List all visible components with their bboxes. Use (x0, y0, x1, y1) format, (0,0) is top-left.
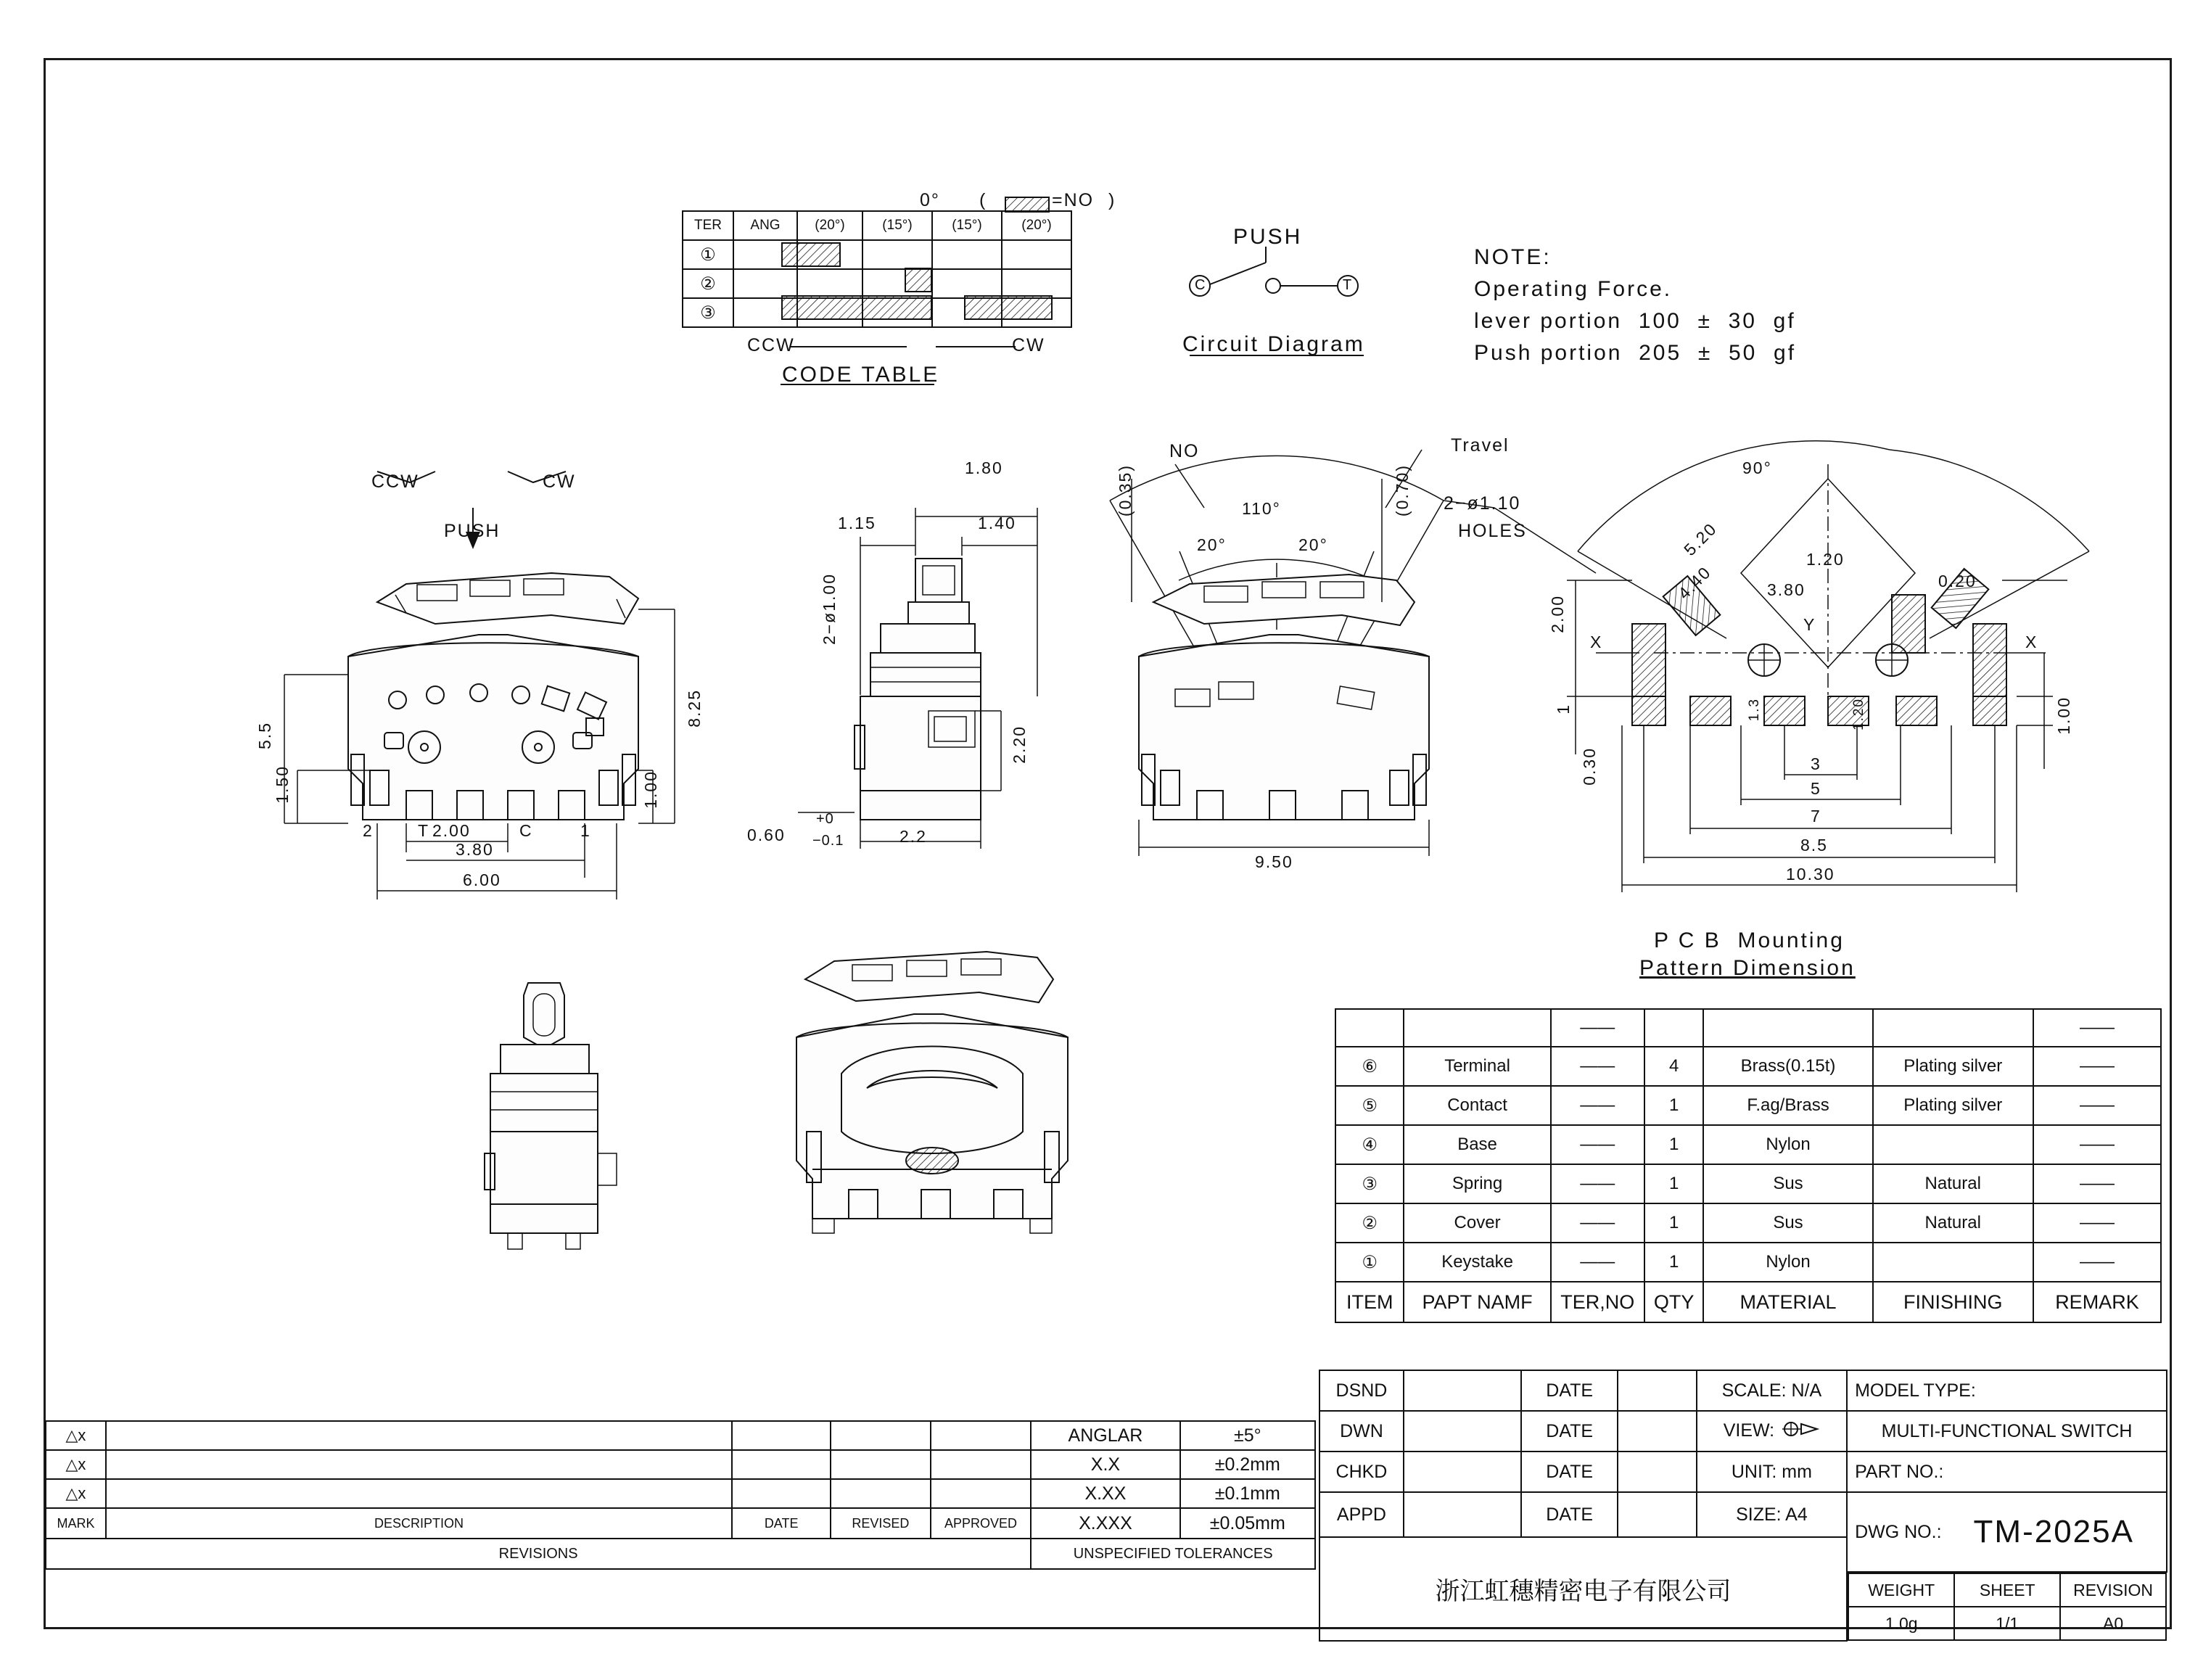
code-table-row-2-c0 (733, 269, 797, 298)
signoff-date-dwn: DATE (1521, 1411, 1618, 1452)
angle-view-dim-0-35: (0.35) (1116, 464, 1135, 517)
title-block-row-dsnd (1319, 1370, 2167, 1411)
signoff-sign-dsnd (1404, 1370, 1521, 1411)
bom-row-4-qty: 1 (1644, 1125, 1704, 1164)
signoff-datevalue-dwn (1618, 1411, 1696, 1452)
pcb-dim-1-00: 1.00 (2054, 696, 2073, 735)
bom-row-1-remark: —— (2033, 1243, 2161, 1282)
revision-approved-2 (931, 1450, 1032, 1479)
bom-header-remark: REMARK (2033, 1282, 2161, 1322)
revision-value: A0 (2060, 1607, 2166, 1640)
tolerance-label-xxxx: X.XXX (1031, 1508, 1179, 1539)
pcb-dim-2-00: 2.00 (1548, 595, 1567, 633)
bom-row-3-finishing: Natural (1873, 1164, 2033, 1203)
pcb-holes-label-2: HOLES (1458, 521, 1527, 541)
code-table-row-1-c1 (797, 240, 862, 269)
bom-blank-finishing (1873, 1009, 2033, 1047)
revision-row (46, 1450, 1315, 1479)
note-heading: NOTE: (1474, 245, 1552, 269)
revision-header: REVISION (2060, 1573, 2166, 1607)
bom-row-6-name: Terminal (1404, 1047, 1550, 1086)
bom-row-5-finishing: Plating silver (1873, 1086, 2033, 1125)
bom-row-6-qty: 4 (1644, 1047, 1704, 1086)
side-view-dim-1-15: 1.15 (838, 514, 876, 532)
signoff-sign-chkd (1404, 1452, 1521, 1492)
code-table-title: CODE TABLE (782, 363, 940, 387)
bom-row (1335, 1125, 2161, 1164)
tolerance-value-xxx: ±0.1mm (1180, 1479, 1315, 1508)
revision-col-date: DATE (732, 1508, 831, 1539)
bom-row-1-item: ① (1335, 1243, 1404, 1282)
bom-row-5-ter: —— (1551, 1086, 1644, 1125)
bom-row-1-finishing (1873, 1243, 2033, 1282)
sheet-header: SHEET (1954, 1573, 2060, 1607)
signoff-datevalue-appd (1618, 1492, 1696, 1537)
title-block-row-appd (1319, 1492, 2167, 1537)
front-view-terminal-c: C (519, 821, 533, 840)
bom-row-3-name: Spring (1404, 1164, 1550, 1203)
angle-view-dim-0-70: (0.70) (1393, 464, 1412, 517)
pcb-x-label-right: X (2025, 633, 2038, 651)
pcb-title-line-1: P C B Mounting (1654, 928, 1845, 952)
bom-row-3-qty: 1 (1644, 1164, 1704, 1203)
angle-view-angle-total: 110° (1242, 499, 1281, 518)
angle-view-angle-left: 20° (1197, 535, 1227, 554)
code-table-legend: =NO (1052, 190, 1095, 210)
signoff-sign-appd (1404, 1492, 1521, 1537)
code-table-row-1-c4 (1002, 240, 1071, 269)
pcb-dim-3: 3 (1811, 754, 1821, 773)
front-view-dim-8-25: 8.25 (685, 689, 704, 728)
code-table-ccw-label: CCW (747, 335, 795, 355)
revision-date-2 (732, 1450, 831, 1479)
bom-row-blank (1335, 1009, 2161, 1047)
view-label-text: VIEW: (1723, 1420, 1775, 1441)
front-view-dim-6-00: 6.00 (463, 870, 501, 889)
bom-row-6-material: Brass(0.15t) (1703, 1047, 1872, 1086)
bom-row-6-item: ⑥ (1335, 1047, 1404, 1086)
code-table-row-2-item: ② (683, 269, 733, 298)
code-table-angle-3: (20°) (1002, 211, 1071, 240)
angle-view-width: 9.50 (1255, 852, 1293, 871)
bom-blank-remark: —— (2033, 1009, 2161, 1047)
code-table-row-3-item: ③ (683, 298, 733, 327)
front-view-terminal-t: T (418, 821, 430, 840)
bom-row-3-remark: —— (2033, 1164, 2161, 1203)
tolerance-value-xxxx: ±0.05mm (1180, 1508, 1315, 1539)
note-line-2: lever portion 100 ± 30 gf (1474, 309, 1796, 333)
revision-col-approved: APPROVED (931, 1508, 1032, 1539)
bom-header-ter: TER,NO (1551, 1282, 1644, 1322)
pcb-dim-1-20: 1.20 (1806, 550, 1845, 569)
pcb-dim-4-40: 4.40 (1674, 562, 1715, 603)
pcb-y-label: Y (1803, 615, 1816, 634)
bom-row-4-material: Nylon (1703, 1125, 1872, 1164)
bom-blank-qty (1644, 1009, 1704, 1047)
bom-row (1335, 1203, 2161, 1243)
revision-row (46, 1421, 1315, 1450)
bom-row-4-ter: —— (1551, 1125, 1644, 1164)
side-view-dim-0-60: 0.60 (747, 825, 786, 844)
code-table-header-ang: ANG (733, 211, 797, 240)
bom-row-1-material: Nylon (1703, 1243, 1872, 1282)
tolerance-label-xxx: X.XX (1031, 1479, 1179, 1508)
signoff-role-dsnd: DSND (1319, 1370, 1404, 1411)
pcb-dim-1-20: 1.20 (1851, 698, 1866, 730)
revision-header-row (46, 1508, 1315, 1539)
revision-footer-row (46, 1539, 1315, 1569)
bom-row-2-remark: —— (2033, 1203, 2161, 1243)
side-view-dim-2x1-00: 2−ø1.00 (820, 573, 839, 646)
code-table-row-3-c4 (1002, 298, 1071, 327)
bom-row (1335, 1086, 2161, 1125)
bom-row-4-name: Base (1404, 1125, 1550, 1164)
bom-header-finishing: FINISHING (1873, 1282, 2033, 1322)
note-line-1: Operating Force. (1474, 277, 1673, 301)
front-view-terminal-2: 2 (363, 821, 374, 840)
pcb-angle-90: 90° (1742, 458, 1772, 477)
pcb-dim-3-80: 3.80 (1767, 580, 1806, 599)
tolerance-value-xx: ±0.2mm (1180, 1450, 1315, 1479)
bom-row-5-qty: 1 (1644, 1086, 1704, 1125)
pcb-dim-1-3: 1.3 (1747, 698, 1762, 722)
pcb-dim-0-30: 0.30 (1580, 747, 1599, 786)
bom-row-5-name: Contact (1404, 1086, 1550, 1125)
revision-col-description: DESCRIPTION (106, 1508, 732, 1539)
revision-desc-3 (106, 1479, 732, 1508)
revision-revised-3 (831, 1479, 931, 1508)
signoff-role-appd: APPD (1319, 1492, 1404, 1537)
code-table-cw-label: CW (1012, 335, 1045, 355)
revision-mark-2: △x (46, 1450, 106, 1479)
pcb-dim-8-5: 8.5 (1800, 836, 1828, 855)
bom-row-1-ter: —— (1551, 1243, 1644, 1282)
dwg-no-value: TM-2025A (1973, 1514, 2134, 1549)
signoff-role-chkd: CHKD (1319, 1452, 1404, 1492)
code-table-angle-0: (20°) (797, 211, 862, 240)
title-block (1319, 1370, 2167, 1642)
pcb-dim-7: 7 (1811, 807, 1821, 825)
revisions-footer-label: REVISIONS (46, 1539, 1031, 1569)
dwg-no-label: DWG NO.: (1855, 1521, 1942, 1542)
revision-date-3 (732, 1479, 831, 1508)
signoff-datevalue-chkd (1618, 1452, 1696, 1492)
revision-mark-3: △x (46, 1479, 106, 1508)
bom-row-6-ter: —— (1551, 1047, 1644, 1086)
code-table-row-3-c0 (733, 298, 797, 327)
code-table-row-3-c1 (797, 298, 862, 327)
bom-row-4-item: ④ (1335, 1125, 1404, 1164)
code-table-row-2-c3 (932, 269, 1002, 298)
bom-row-1-name: Keystake (1404, 1243, 1550, 1282)
revision-row (46, 1479, 1315, 1508)
side-view-dim-2-20: 2.20 (1010, 725, 1029, 764)
first-angle-projection-icon (1782, 1421, 1820, 1442)
view-label (1697, 1411, 1847, 1452)
code-table-row-3-c3 (932, 298, 1002, 327)
pcb-holes-label: 2−ø1.10 (1444, 493, 1521, 514)
front-view-dim-5-5: 5.5 (255, 722, 274, 749)
bom-blank-item (1335, 1009, 1404, 1047)
code-table-row-1-item: ① (683, 240, 733, 269)
bom-row-1-qty: 1 (1644, 1243, 1704, 1282)
model-type-label: MODEL TYPE: (1847, 1370, 2167, 1411)
tolerances-title: UNSPECIFIED TOLERANCES (1031, 1539, 1315, 1569)
code-table (682, 210, 1072, 328)
revision-mark-1: △x (46, 1421, 106, 1450)
bom-row (1335, 1047, 2161, 1086)
company-name: 浙江虹穗精密电子有限公司 (1319, 1537, 1847, 1641)
bom-header-item: ITEM (1335, 1282, 1404, 1322)
code-table-angle-1: (15°) (862, 211, 932, 240)
circuit-node-c-label: C (1195, 277, 1207, 293)
pcb-dim-0-20: 0.20 (1938, 572, 1977, 590)
bom-row-2-qty: 1 (1644, 1203, 1704, 1243)
side-view-tol-plus: +0 (816, 811, 834, 827)
pcb-title-line-2: Pattern Dimension (1639, 956, 1856, 980)
code-table-legend-paren-close: ) (1108, 190, 1116, 210)
bom-blank-material (1703, 1009, 1872, 1047)
front-view-cw-label: CW (543, 472, 576, 492)
dwg-no-cell (1847, 1492, 2167, 1572)
sheet-value: 1/1 (1954, 1607, 2060, 1640)
bom-blank-ter: —— (1551, 1009, 1644, 1047)
bom-row (1335, 1243, 2161, 1282)
signoff-date-appd: DATE (1521, 1492, 1618, 1537)
bom-row-2-item: ② (1335, 1203, 1404, 1243)
bom-blank-name (1404, 1009, 1550, 1047)
front-view-push-label: PUSH (444, 521, 501, 541)
bom-row-5-item: ⑤ (1335, 1086, 1404, 1125)
side-view-tol-minus: −0.1 (812, 833, 844, 849)
revision-date-1 (732, 1421, 831, 1450)
code-table-row-1-c0 (733, 240, 797, 269)
bom-row-5-material: F.ag/Brass (1703, 1086, 1872, 1125)
circuit-title: Circuit Diagram (1182, 332, 1365, 356)
weight-value: 1.0g (1848, 1607, 1954, 1640)
code-table-row-1-c2 (862, 240, 932, 269)
front-view-dim-3-80: 3.80 (456, 840, 494, 859)
tolerance-label-xx: X.X (1031, 1450, 1179, 1479)
code-table-row-2-c4 (1002, 269, 1071, 298)
pcb-dim-5-20: 5.20 (1680, 519, 1721, 559)
side-view-dim-2-2: 2.2 (899, 827, 927, 846)
angle-view-no-label: NO (1169, 441, 1200, 461)
pcb-dim-5: 5 (1811, 779, 1821, 798)
note-line-3: Push portion 205 ± 50 gf (1474, 341, 1797, 365)
side-view-dim-1-40: 1.40 (978, 514, 1016, 532)
bom-row-4-remark: —— (2033, 1125, 2161, 1164)
bom-row-3-item: ③ (1335, 1164, 1404, 1203)
bom-header-row (1335, 1282, 2161, 1322)
revision-revised-2 (831, 1450, 931, 1479)
tolerance-label-anglar: ANGLAR (1031, 1421, 1179, 1450)
bom-row-2-ter: —— (1551, 1203, 1644, 1243)
code-table-zero-label: 0° (920, 190, 940, 210)
weight-header-group (1847, 1572, 2167, 1641)
side-view-dim-1-80: 1.80 (965, 458, 1003, 477)
code-table-row-2-c1 (797, 269, 862, 298)
signoff-sign-dwn (1404, 1411, 1521, 1452)
title-block-row-dwn (1319, 1411, 2167, 1452)
revision-revised-1 (831, 1421, 931, 1450)
revision-col-revised: REVISED (831, 1508, 931, 1539)
model-type-value: MULTI-FUNCTIONAL SWITCH (1847, 1411, 2167, 1452)
signoff-date-chkd: DATE (1521, 1452, 1618, 1492)
bom-table (1335, 1008, 2162, 1323)
bom-row-4-finishing (1873, 1125, 2033, 1164)
bom-header-qty: QTY (1644, 1282, 1704, 1322)
front-view-dim-2-00: 2.00 (432, 821, 471, 840)
bom-row-2-material: Sus (1703, 1203, 1872, 1243)
bom-row-2-finishing: Natural (1873, 1203, 2033, 1243)
bom-row-3-material: Sus (1703, 1164, 1872, 1203)
revision-approved-1 (931, 1421, 1032, 1450)
code-table-header-ter: TER (683, 211, 733, 240)
code-table-angle-2: (15°) (932, 211, 1002, 240)
weight-header: WEIGHT (1848, 1573, 1954, 1607)
angle-view-angle-right: 20° (1298, 535, 1328, 554)
bom-header-name: PAPT NAMF (1404, 1282, 1550, 1322)
front-view-dim-1-00: 1.00 (641, 770, 660, 809)
tolerance-value-anglar: ±5° (1180, 1421, 1315, 1450)
circuit-node-t-label: T (1343, 277, 1354, 293)
circuit-push-label: PUSH (1233, 225, 1303, 249)
bom-row (1335, 1164, 2161, 1203)
title-block-row-chkd (1319, 1452, 2167, 1492)
bom-row-2-name: Cover (1404, 1203, 1550, 1243)
code-table-legend-paren-open: ( (979, 190, 987, 210)
bom-row-6-remark: —— (2033, 1047, 2161, 1086)
revision-table (45, 1420, 1316, 1570)
signoff-datevalue-dsnd (1618, 1370, 1696, 1411)
code-table-row-3-c2 (862, 298, 932, 327)
bom-row-6-finishing: Plating silver (1873, 1047, 2033, 1086)
revision-desc-1 (106, 1421, 732, 1450)
pcb-dim-10-30: 10.30 (1786, 865, 1835, 884)
scale-label: SCALE: N/A (1697, 1370, 1847, 1411)
bom-header-material: MATERIAL (1703, 1282, 1872, 1322)
front-view-terminal-1: 1 (580, 821, 591, 840)
signoff-date-dsnd: DATE (1521, 1370, 1618, 1411)
pcb-x-label-left: X (1590, 633, 1603, 651)
front-view-ccw-label: CCW (371, 472, 419, 492)
code-table-row-1-c3 (932, 240, 1002, 269)
bom-row-3-ter: —— (1551, 1164, 1644, 1203)
pcb-dim-1: 1 (1554, 704, 1573, 715)
unit-label: UNIT: mm (1697, 1452, 1847, 1492)
revision-col-mark: MARK (46, 1508, 106, 1539)
signoff-role-dwn: DWN (1319, 1411, 1404, 1452)
front-view-dim-1-50: 1.50 (273, 765, 292, 804)
part-no-label: PART NO.: (1847, 1452, 2167, 1492)
revision-desc-2 (106, 1450, 732, 1479)
code-table-row-2-c2 (862, 269, 932, 298)
revision-approved-3 (931, 1479, 1032, 1508)
angle-view-travel-label: Travel (1451, 435, 1510, 456)
size-label: SIZE: A4 (1697, 1492, 1847, 1537)
bom-row-5-remark: —— (2033, 1086, 2161, 1125)
